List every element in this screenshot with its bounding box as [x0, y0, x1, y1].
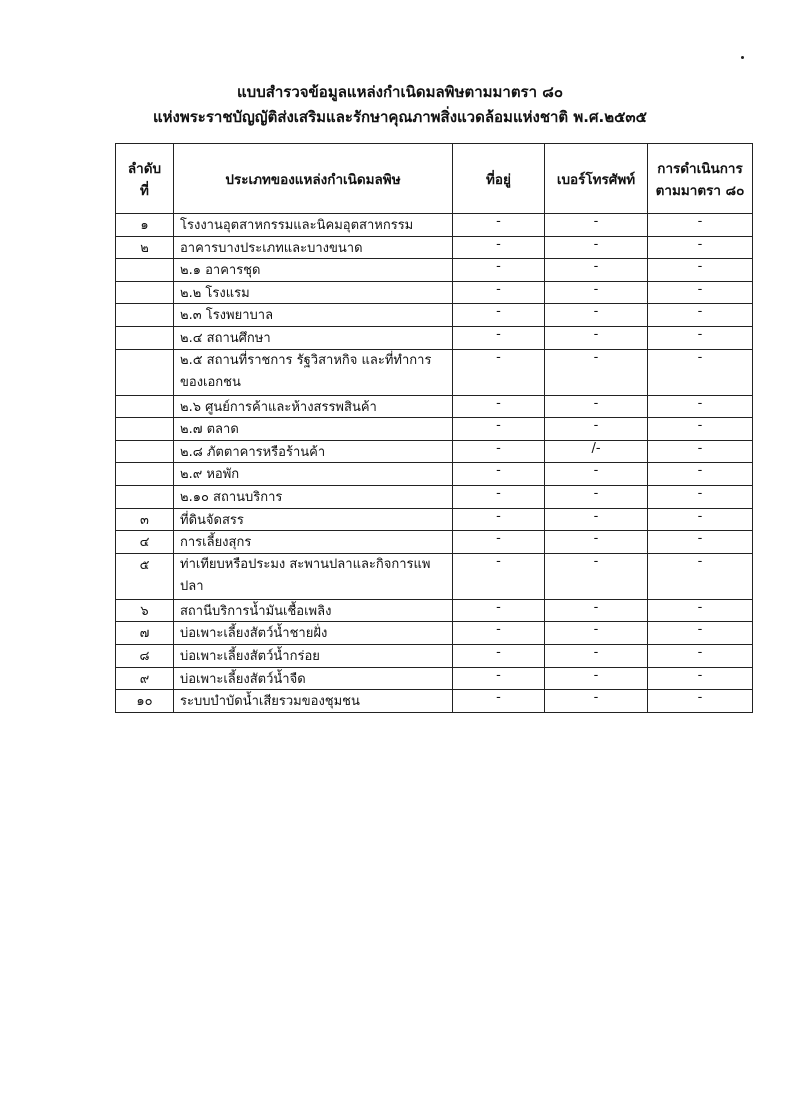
row-phone: -: [545, 644, 648, 667]
row-number: ๑๐: [116, 690, 174, 713]
row-phone: -: [545, 395, 648, 418]
row-address: -: [453, 349, 545, 395]
row-number: ๓: [116, 508, 174, 531]
row-address: -: [453, 644, 545, 667]
row-action: -: [648, 553, 753, 599]
row-number: [116, 349, 174, 395]
row-phone: -: [545, 667, 648, 690]
row-address: -: [453, 599, 545, 622]
row-address: -: [453, 508, 545, 531]
header-address: ที่อยู่: [453, 144, 545, 214]
row-source-type: ท่าเทียบหรือประมง สะพานปลาและกิจการแพปลา: [174, 553, 453, 599]
row-action: -: [648, 599, 753, 622]
row-source-type: ๒.๕ สถานที่ราชการ รัฐวิสาหกิจ และที่ทำการของเอกชน: [174, 349, 453, 395]
table-row: [116, 236, 753, 259]
row-number: [116, 440, 174, 463]
row-address: -: [453, 281, 545, 304]
row-number: [116, 395, 174, 418]
row-phone: -: [545, 349, 648, 395]
row-phone: -: [545, 485, 648, 508]
row-number: ๔: [116, 531, 174, 554]
header-action: การดำเนินการ ตามมาตรา ๘๐: [648, 144, 753, 214]
row-action: -: [648, 418, 753, 441]
row-address: -: [453, 304, 545, 327]
row-phone: -: [545, 214, 648, 237]
row-action: -: [648, 349, 753, 395]
row-source-type: อาคารบางประเภทและบางขนาด: [174, 236, 453, 259]
row-number: ๖: [116, 599, 174, 622]
table-row: [116, 508, 753, 531]
row-phone: -: [545, 599, 648, 622]
row-action: -: [648, 463, 753, 486]
row-address: -: [453, 440, 545, 463]
row-address: -: [453, 259, 545, 282]
header-type: ประเภทของแหล่งกำเนิดมลพิษ: [174, 144, 453, 214]
table-row: [116, 440, 753, 463]
document-subtitle: แห่งพระราชบัญญัติส่งเสริมและรักษาคุณภาพสิ่งแวดล้อมแห่งชาติ พ.ศ.๒๕๓๕: [152, 108, 648, 126]
table-body: [116, 214, 753, 713]
row-source-type: ๒.๘ ภัตตาคารหรือร้านค้า: [174, 440, 453, 463]
row-action: -: [648, 259, 753, 282]
row-source-type: ๒.๗ ตลาด: [174, 418, 453, 441]
row-number: [116, 485, 174, 508]
row-action: -: [648, 667, 753, 690]
table-row: [116, 418, 753, 441]
row-phone: -: [545, 553, 648, 599]
table-row: [116, 281, 753, 304]
row-action: -: [648, 214, 753, 237]
row-source-type: ระบบบำบัดน้ำเสียรวมของชุมชน: [174, 690, 453, 713]
row-source-type: ๒.๖ ศูนย์การค้าและห้างสรรพสินค้า: [174, 395, 453, 418]
row-action: -: [648, 395, 753, 418]
row-address: -: [453, 690, 545, 713]
row-number: ๕: [116, 553, 174, 599]
row-source-type: การเลี้ยงสุกร: [174, 531, 453, 554]
row-action: -: [648, 485, 753, 508]
row-address: -: [453, 531, 545, 554]
row-action: -: [648, 304, 753, 327]
row-phone: -: [545, 236, 648, 259]
row-action: -: [648, 644, 753, 667]
row-action: -: [648, 690, 753, 713]
row-number: [116, 304, 174, 327]
header-phone: เบอร์โทรศัพท์: [545, 144, 648, 214]
table-row: [116, 553, 753, 599]
table-row: [116, 349, 753, 395]
row-source-type: ๒.๑๐ สถานบริการ: [174, 485, 453, 508]
row-source-type: ๒.๑ อาคารชุด: [174, 259, 453, 282]
table-row: [116, 395, 753, 418]
row-phone: -: [545, 418, 648, 441]
table-row: [116, 644, 753, 667]
document-title: แบบสำรวจข้อมูลแหล่งกำเนิดมลพิษตามมาตรา ๘๐: [237, 83, 563, 101]
table-row: [116, 667, 753, 690]
row-action: -: [648, 440, 753, 463]
table-row: [116, 690, 753, 713]
row-number: ๗: [116, 622, 174, 645]
row-number: ๒: [116, 236, 174, 259]
row-source-type: ๒.๒ โรงแรม: [174, 281, 453, 304]
row-number: [116, 281, 174, 304]
table-row: [116, 622, 753, 645]
row-source-type: สถานีบริการน้ำมันเชื้อเพลิง: [174, 599, 453, 622]
row-source-type: บ่อเพาะเลี้ยงสัตว์น้ำกร่อย: [174, 644, 453, 667]
row-number: ๘: [116, 644, 174, 667]
row-number: ๑: [116, 214, 174, 237]
table-row: [116, 485, 753, 508]
row-phone: -: [545, 508, 648, 531]
table-row: [116, 599, 753, 622]
row-phone: -: [545, 531, 648, 554]
row-source-type: โรงงานอุตสาหกรรมและนิคมอุตสาหกรรม: [174, 214, 453, 237]
row-action: -: [648, 622, 753, 645]
table-row: [116, 531, 753, 554]
pollution-source-table: [115, 143, 753, 713]
row-action: -: [648, 326, 753, 349]
row-source-type: ๒.๙ หอพัก: [174, 463, 453, 486]
row-source-type: บ่อเพาะเลี้ยงสัตว์น้ำจืด: [174, 667, 453, 690]
row-source-type: ที่ดินจัดสรร: [174, 508, 453, 531]
row-phone: -: [545, 259, 648, 282]
row-number: [116, 259, 174, 282]
table-row: [116, 326, 753, 349]
row-action: -: [648, 236, 753, 259]
row-phone: -: [545, 281, 648, 304]
row-address: -: [453, 418, 545, 441]
row-address: -: [453, 236, 545, 259]
row-source-type: บ่อเพาะเลี้ยงสัตว์น้ำชายฝั่ง: [174, 622, 453, 645]
row-address: -: [453, 622, 545, 645]
row-phone: -: [545, 690, 648, 713]
row-phone: -: [545, 326, 648, 349]
row-number: [116, 326, 174, 349]
table-row: [116, 259, 753, 282]
row-source-type: ๒.๓ โรงพยาบาล: [174, 304, 453, 327]
row-address: -: [453, 326, 545, 349]
row-source-type: ๒.๔ สถานศึกษา: [174, 326, 453, 349]
row-address: -: [453, 553, 545, 599]
row-number: ๙: [116, 667, 174, 690]
row-action: -: [648, 531, 753, 554]
row-phone: /-: [545, 440, 648, 463]
row-action: -: [648, 281, 753, 304]
row-phone: -: [545, 304, 648, 327]
row-address: -: [453, 485, 545, 508]
row-phone: -: [545, 622, 648, 645]
table-row: [116, 463, 753, 486]
row-number: [116, 463, 174, 486]
row-number: [116, 418, 174, 441]
header-no: ลำดับ ที่: [116, 144, 174, 214]
row-phone: -: [545, 463, 648, 486]
row-address: -: [453, 395, 545, 418]
speck-mark: [741, 56, 744, 59]
table-row: [116, 214, 753, 237]
row-address: -: [453, 214, 545, 237]
table-row: [116, 304, 753, 327]
row-address: -: [453, 463, 545, 486]
table-header-row: [116, 144, 753, 214]
row-action: -: [648, 508, 753, 531]
row-address: -: [453, 667, 545, 690]
